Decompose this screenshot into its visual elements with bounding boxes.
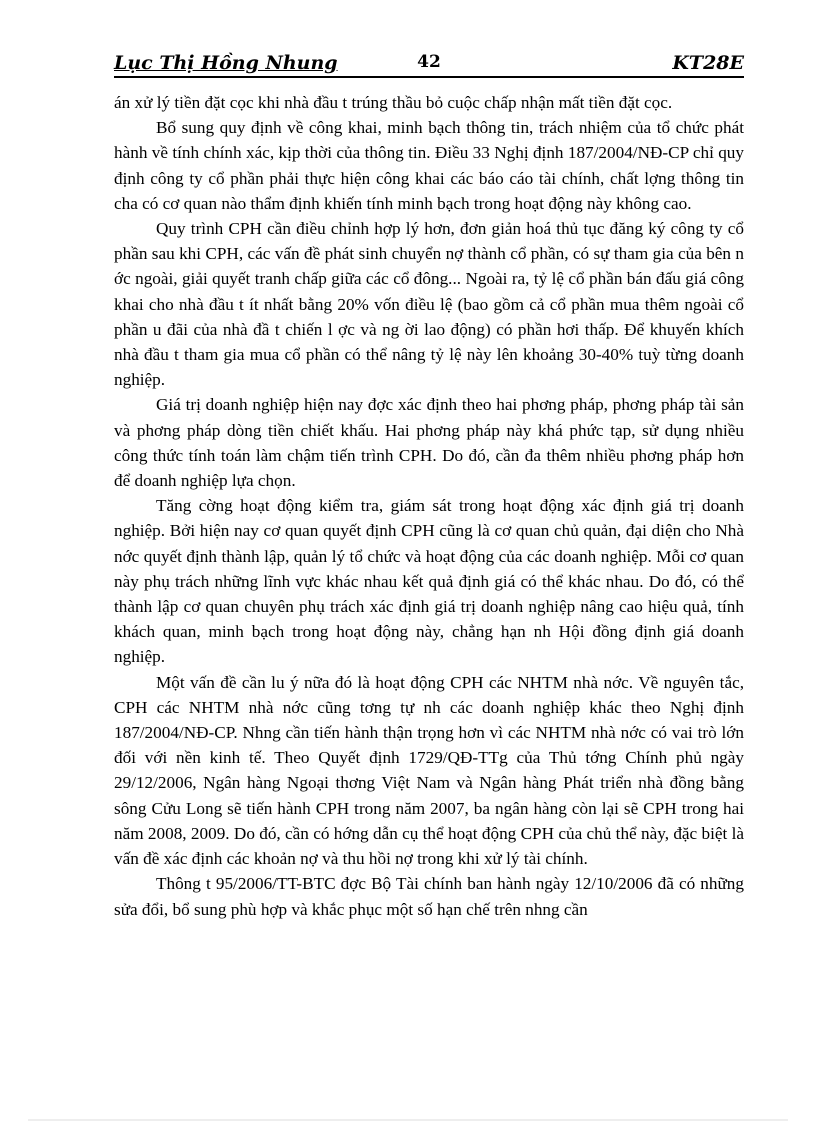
page-bottom-divider — [28, 1119, 788, 1121]
paragraph: Tăng cờng hoạt động kiểm tra, giám sát trong hoạt động xác định giá trị doanh nghiệp. Bởi hiện nay cơ quan quyết định CPH cũng là cơ quan chủ quản, đại diện cho Nhà nớc quyết định thành lập, quản lý tổ chức và hoạt động của các doanh nghiệp. Mỗi cơ quan này phụ trách những lĩnh vực khác nhau kết quả định giá có thể khác nhau. Do đó, có thể thành lập cơ quan chuyên phụ trách xác định giá trị doanh nghiệp nâng cao hiệu quả, tính khách quan, minh bạch trong hoạt động này, chẳng hạn nh Hội đồng định giá doanh nghiệp. — [114, 496, 744, 667]
paragraph: Giá trị doanh nghiệp hiện nay đợc xác định theo hai phơng pháp, phơng pháp tài sản và phơng pháp dòng tiền chiết khấu. Hai phơng pháp này khá phức tạp, sử dụng nhiều công thức tính toán làm chậm tiến trình CPH. Do đó, cần đa thêm nhiều phơng pháp hơn để doanh nghiệp lựa chọn. — [114, 395, 744, 491]
paragraph: Thông t 95/2006/TT-BTC đợc Bộ Tài chính ban hành ngày 12/10/2006 đã có những sửa đổi, bổ sung phù hợp và khắc phục một số hạn chế trên nhng cần — [114, 874, 744, 919]
page-header — [114, 50, 744, 78]
header-class-code: KT28E — [672, 52, 744, 74]
page-number: 42 — [417, 52, 441, 72]
header-author: Lục Thị Hồng Nhung — [114, 52, 338, 74]
paragraph: Quy trình CPH cần điều chỉnh hợp lý hơn, đơn giản hoá thủ tục đăng ký công ty cổ phần sau khi CPH, các vấn đề phát sinh chuyển nợ thành cổ phần, có sự tham gia của bên n ớc ngoài, giải quyết tranh chấp giữa các cổ đông... Ngoài ra, tỷ lệ cổ phần bán đấu giá công khai cho nhà đầu t ít nhất bằng 20% vốn điều lệ (bao gồm cả cổ phần mua thêm ngoài cổ phần u đãi của nhà đầ t chiến l ợc và ng ời lao động) có phần hơi thấp. Để khuyến khích nhà đầu t tham gia mua cổ phần có thể nâng tỷ lệ này lên khoảng 30-40% tuỳ từng doanh nghiệp. — [114, 219, 744, 390]
paragraph: Một vấn đề cần lu ý nữa đó là hoạt động CPH các NHTM nhà nớc. Về nguyên tắc, CPH các NHTM nhà nớc cũng tơng tự nh các doanh nghiệp khác theo Nghị định 187/2004/NĐ-CP. Nhng cần tiến hành thận trọng hơn vì các NHTM nhà nớc có vai trò lớn đối với nền kinh tế. Theo Quyết định 1729/QĐ-TTg của Thủ tớng Chính phủ ngày 29/12/2006, Ngân hàng Ngoại thơng Việt Nam và Ngân hàng Phát triển nhà đồng bằng sông Cửu Long sẽ tiến hành CPH trong năm 2007, ba ngân hàng còn lại sẽ CPH trong hai năm 2008, 2009. Do đó, cần có hớng dẫn cụ thể hoạt động CPH của chủ thể này, đặc biệt là vấn đề xác định các khoản nợ và thu hồi nợ trong khi xử lý tài chính. — [114, 672, 744, 869]
body-text — [114, 90, 744, 922]
paragraph: án xử lý tiền đặt cọc khi nhà đầu t trúng thầu bỏ cuộc chấp nhận mất tiền đặt cọc. — [114, 93, 673, 112]
paragraph: Bổ sung quy định về công khai, minh bạch thông tin, trách nhiệm của tổ chức phát hành về tính chính xác, kịp thời của thông tin. Điều 33 Nghị định 187/2004/NĐ-CP chỉ quy định công ty cổ phần phải thực hiện công khai các báo cáo tài chính, chất lợng thông tin cha có cơ quan nào thẩm định khiến tính minh bạch trong hoạt động này không cao. — [114, 118, 744, 213]
